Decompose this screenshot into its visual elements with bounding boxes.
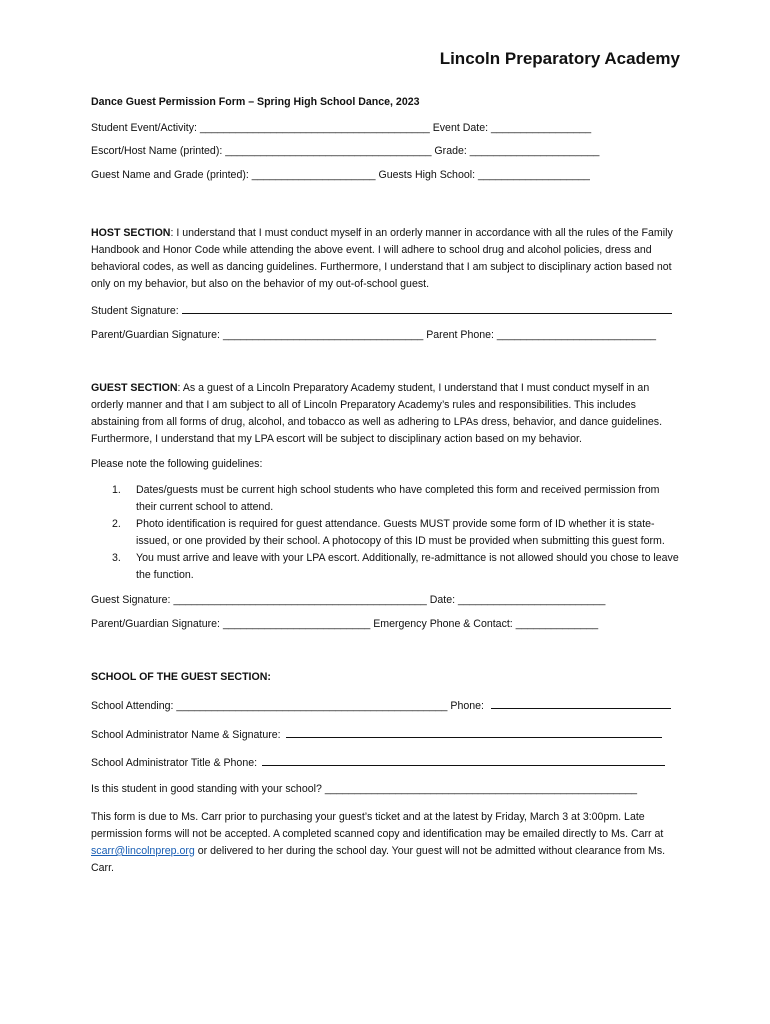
student-signature-label: Student Signature: [91,304,179,317]
guidelines-intro: Please note the following guidelines: [91,458,263,471]
guest-school-label: Guests High School: [378,169,476,182]
school-attending-row [91,697,683,713]
good-standing-label: Is this student in good standing with your school? [91,783,322,796]
school-attending-label: School Attending: [91,700,174,713]
parent-signature-label: Parent/Guardian Signature: [91,328,220,341]
guest-row [91,169,683,182]
student-signature-field[interactable] [182,302,672,314]
guest-date-field[interactable]: _________________________ [458,593,606,606]
grade-field[interactable]: ______________________ [469,145,600,158]
event-date-label: Event Date: [432,121,489,134]
host-section-heading: HOST SECTION [91,226,171,239]
admin-title-field[interactable] [262,754,665,766]
admin-title-label: School Administrator Title & Phone: [91,757,258,770]
footer-text: This form is due to Ms. Carr prior to purchasing your guest’s ticket and at the latest by Friday, March 3 at 3:00pm. Late permission forms will not be accepted. A completed scanned copy and identification may be emailed directly to Ms. Carr at [91,810,664,840]
school-section-heading: SCHOOL OF THE GUEST SECTION: [91,671,271,684]
guideline-item [112,516,683,550]
school-phone-label: Phone: [450,700,484,713]
guideline-number: 1. [112,483,121,496]
guest-signature-label: Guest Signature: [91,593,171,606]
good-standing-field[interactable]: _____________________________________________________ [324,783,638,796]
guest-signature-field[interactable]: ___________________________________________ [173,593,427,606]
school-phone-field[interactable] [491,697,671,709]
host-section-text [91,225,683,293]
parent-phone-field-end[interactable]: ___________________ [544,328,656,341]
admin-name-field[interactable] [286,726,662,738]
guideline-text: Dates/guests must be current high school students who have completed this form and received permission from their current school to attend. [136,483,660,513]
school-attending-field[interactable]: ______________________________________________ [176,700,448,713]
guest-label: Guest Name and Grade (printed): [91,169,249,182]
parent-phone-field[interactable]: ________ [496,328,545,341]
event-row [91,122,683,135]
guest-section-heading: GUEST SECTION [91,382,178,395]
good-standing-row [91,783,683,796]
guest-parent-row [91,618,683,631]
footer-text-end: or delivered to her during the school day. Your guest will not be admitted without clearance from Ms. Carr. [91,844,666,874]
guideline-item [112,550,683,584]
footer-note [91,809,683,877]
school-title: Lincoln Preparatory Academy [439,49,680,68]
form-content [91,96,683,877]
escort-row [91,145,683,158]
email-link[interactable]: scarr@lincolnprep.org [91,844,195,857]
event-date-field[interactable]: _________________ [491,121,592,134]
emergency-contact-field[interactable]: ______________ [515,617,599,630]
guest-school-field[interactable]: ___________________ [477,169,590,182]
parent-signature-row [91,329,683,342]
guideline-number: 3. [112,551,121,564]
guest-section-text [91,380,683,448]
guideline-number: 2. [112,517,121,530]
admin-name-row [91,726,683,742]
grade-label: Grade: [434,145,467,158]
form-title: Dance Guest Permission Form – Spring High School Dance, 2023 [91,96,420,108]
guidelines-list [91,482,683,584]
guest-field[interactable]: _____________________ [251,169,376,182]
admin-title-row [91,754,683,770]
guest-signature-row [91,594,683,607]
parent-phone-label: Parent Phone: [426,328,494,341]
event-field[interactable]: _______________________________________ [199,121,430,134]
guest-parent-signature-field[interactable]: _________________________ [222,617,371,630]
guest-parent-signature-label: Parent/Guardian Signature: [91,617,220,630]
guideline-item [112,482,683,516]
escort-label: Escort/Host Name (printed): [91,145,223,158]
guest-date-label: Date: [429,593,456,606]
guideline-text: You must arrive and leave with your LPA escort. Additionally, re-admittance is not allowed should you chose to leave the function. [136,551,679,581]
host-section-body: : I understand that I must conduct myself in an orderly manner in accordance with all the rules of the Family Handbook and Honor Code while attending the above event. I will adhere to school drug and alcohol policies, dress and behavioral codes, as well as dancing guidelines. Furthermore, I understand that I am subject to disciplinary action based not only on my behavior, but also on the behavior of my out-of-school guest. [91,226,673,290]
guideline-text: Photo identification is required for guest attendance. Guests MUST provide some form of ID whether it is state-issued, or one provided by their school. A photocopy of this ID must be provided when submitting this guest form. [136,517,665,547]
parent-signature-field[interactable]: __________________________________ [222,328,424,341]
event-label: Student Event/Activity: [91,121,197,134]
student-signature-row [91,302,683,318]
admin-name-label: School Administrator Name & Signature: [91,728,281,741]
escort-field[interactable]: ___________________________________ [225,145,432,158]
emergency-contact-label: Emergency Phone & Contact: [373,617,513,630]
guest-section-body: : As a guest of a Lincoln Preparatory Academy student, I understand that I must conduct myself in an orderly manner and that I am subject to all of Lincoln Preparatory Academy’s rules and responsibilities. This includes abstaining from all forms of drug, alcohol, and tobacco as well as adhering to LPAs dress, behavior, and dance guidelines. Furthermore, I understand that my LPA escort will be subject to disciplinary action based on my behavior. [91,382,663,446]
